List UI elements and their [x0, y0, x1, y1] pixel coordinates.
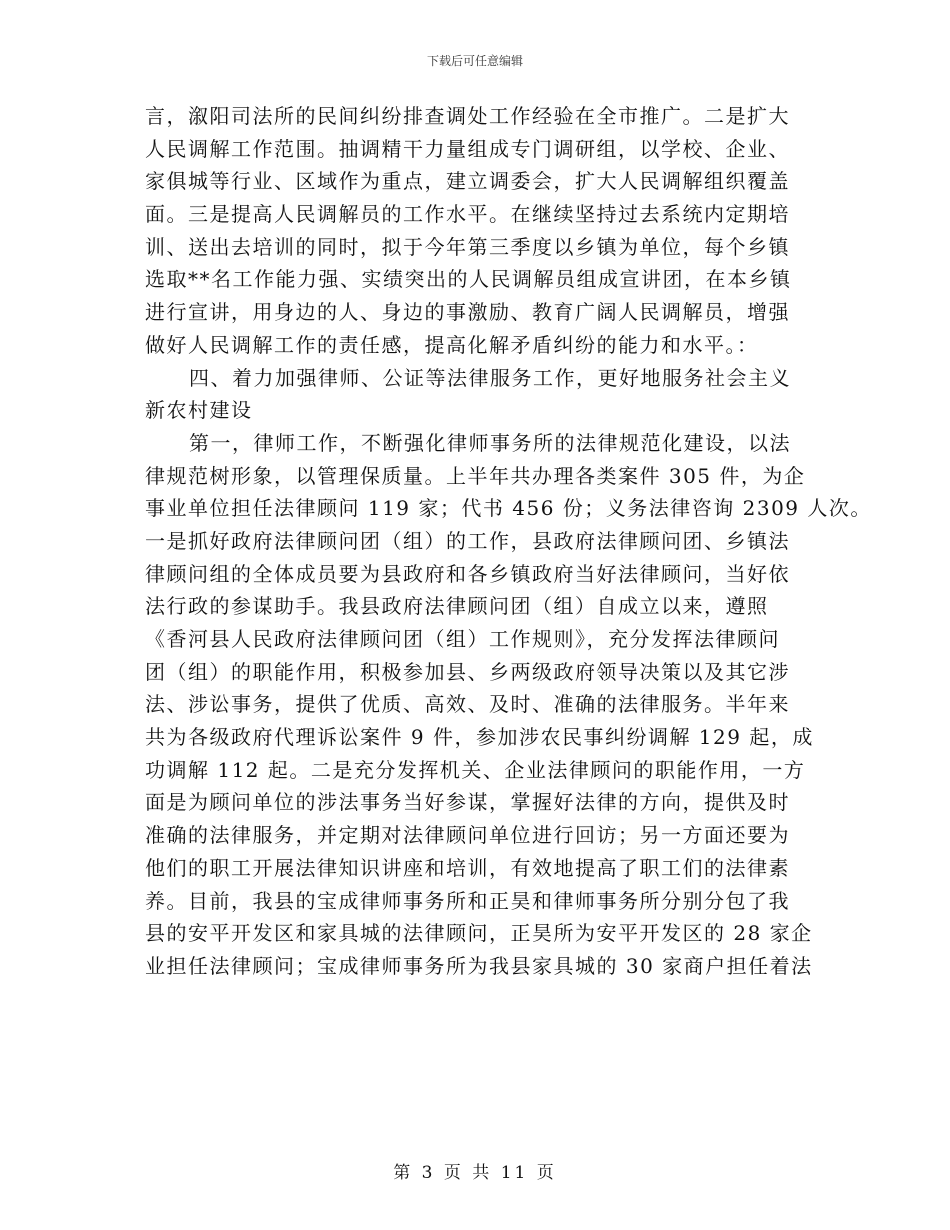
- body-line: 功调解 112 起。二是充分发挥机关、企业法律顾问的职能作用，一方: [145, 757, 806, 782]
- page-number-footer: 第 3 页 共 11 页: [393, 1163, 557, 1183]
- body-line: 言，溆阳司法所的民间纠纷排查调处工作经验在全市推广。二是扩大: [145, 104, 790, 128]
- section-heading-continued: 新农村建设: [145, 398, 253, 423]
- body-line: 律顾问组的全体成员要为县政府和各乡镇政府当好法律顾问，当好依: [145, 561, 790, 586]
- body-line: 选取**名工作能力强、实绩突出的人民调解员组成宣讲团，在本乡镇: [145, 267, 792, 292]
- body-line: 面。三是提高人民调解员的工作水平。在继续坚持过去系统内定期培: [145, 202, 790, 227]
- body-line: 事业单位担任法律顾问 119 家；代书 456 份；义务法律咨询 2309 人次。: [145, 496, 872, 521]
- body-line: 业担任法律顾问；宝成律师事务所为我县家具城的 30 家商户担任着法: [145, 953, 813, 978]
- body-line: 《香河县人民政府法律顾问团（组）工作规则》，充分发挥法律顾问: [145, 627, 780, 651]
- body-line: 面是为顾问单位的涉法事务当好参谋，掌握好法律的方向，提供及时: [145, 790, 790, 815]
- body-line: 家俱城等行业、区域作为重点，建立调委会，扩大人民调解组织覆盖: [145, 169, 790, 194]
- page-header: 下载后可任意编辑: [426, 54, 523, 68]
- paragraph-start: 第一，律师工作，不断强化律师事务所的法律规范化建设，以法: [189, 430, 791, 455]
- body-line: 他们的职工开展法律知识讲座和培训，有效地提高了职工们的法律素: [145, 855, 790, 880]
- body-line: 进行宣讲，用身边的人、身边的事激励、教育广阔人民调解员，增强: [145, 300, 790, 325]
- section-heading: 四、着力加强律师、公证等法律服务工作，更好地服务社会主义: [189, 365, 791, 390]
- body-line: 养。目前，我县的宝成律师事务所和正昊和律师事务所分别分包了我: [145, 888, 790, 913]
- body-line: 人民调解工作范围。抽调精干力量组成专门调研组，以学校、企业、: [145, 136, 790, 161]
- body-line: 做好人民调解工作的责任感，提高化解矛盾纠纷的能力和水平。：: [145, 332, 759, 357]
- document-body: [145, 100, 872, 983]
- body-line: 准确的法律服务，并定期对法律顾问单位进行回访；另一方面还要为: [145, 823, 790, 848]
- body-line: 法行政的参谋助手。我县政府法律顾问团（组）自成立以来，遵照: [145, 594, 769, 619]
- body-line: 律规范树形象，以管理保质量。上半年共办理各类案件 305 件，为企: [145, 463, 806, 488]
- body-line: 共为各级政府代理诉讼案件 9 件，参加涉农民事纠纷调解 129 起，成: [145, 725, 814, 750]
- body-line: 县的安平开发区和家具城的法律顾问，正昊所为安平开发区的 28 家企: [145, 921, 813, 946]
- body-line: 一是抓好政府法律顾问团（组）的工作，县政府法律顾问团、乡镇法: [145, 528, 790, 553]
- body-line: 训、送出去培训的同时，拟于今年第三季度以乡镇为单位，每个乡镇: [145, 234, 790, 259]
- body-line: 团（组）的职能作用，积极参加县、乡两级政府领导决策以及其它涉: [145, 659, 790, 684]
- body-line: 法、涉讼事务，提供了优质、高效、及时、准确的法律服务。半年来: [145, 692, 790, 717]
